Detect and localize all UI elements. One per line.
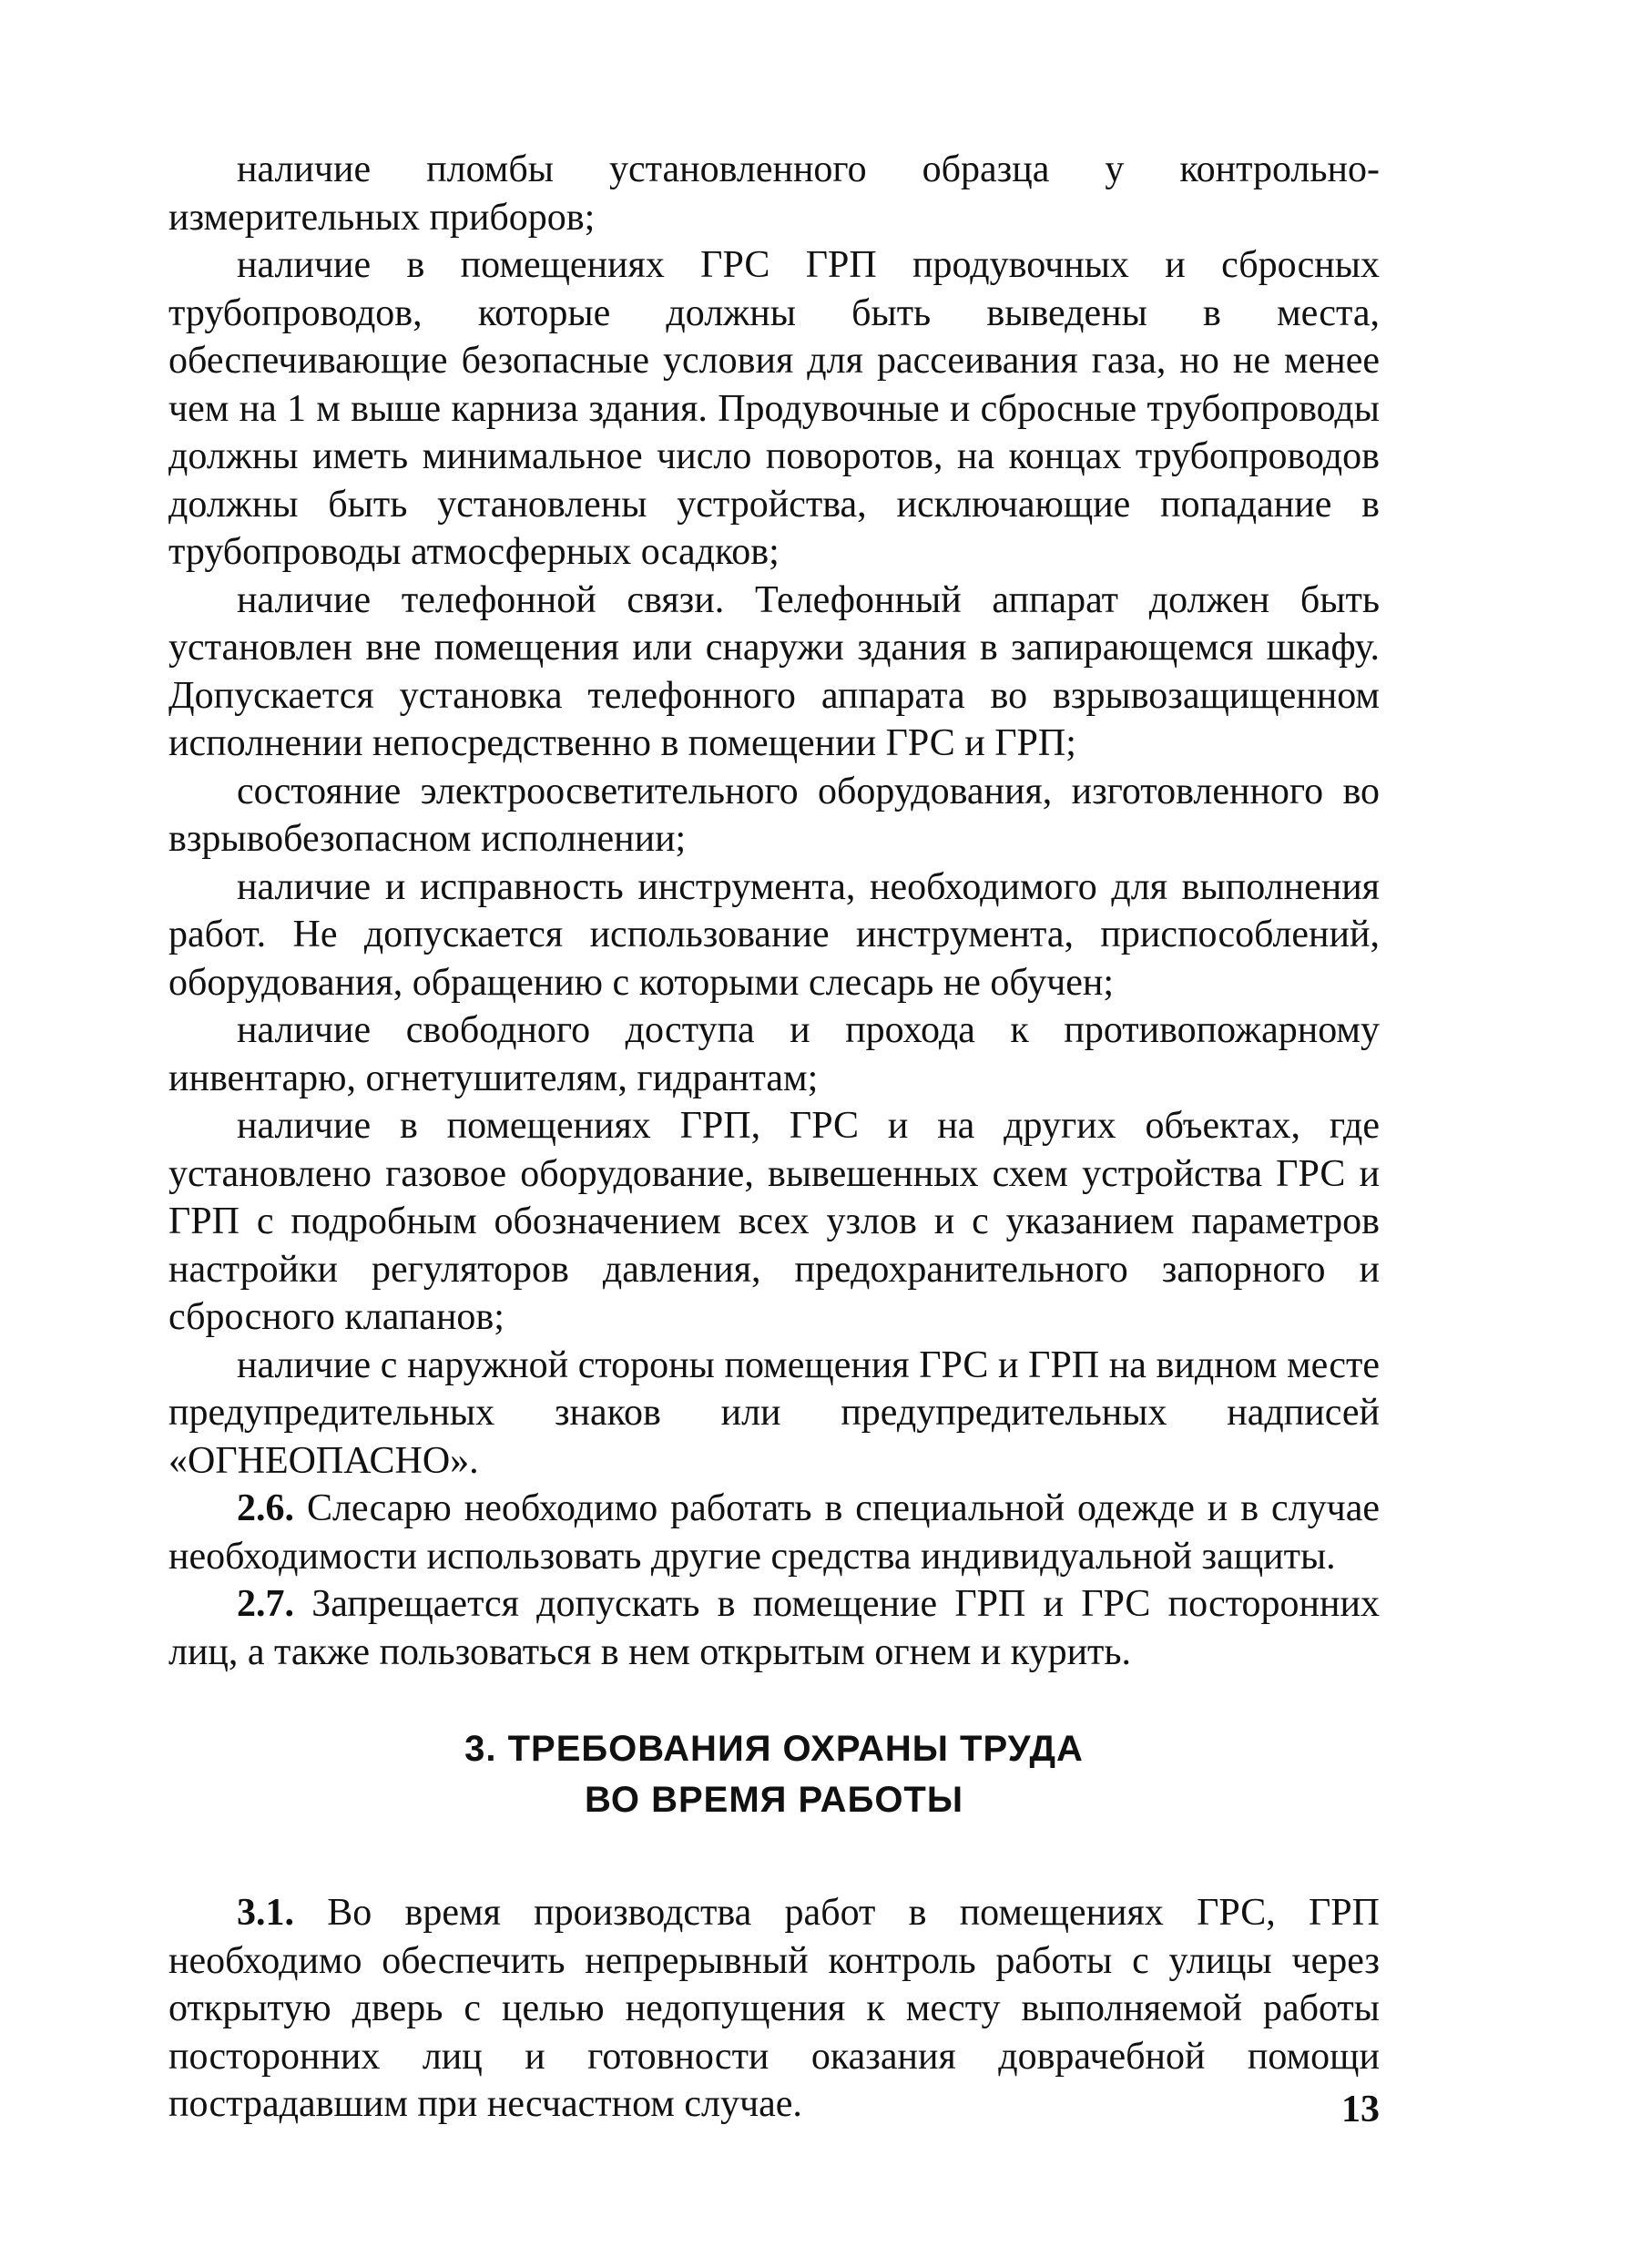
- paragraph: [168, 146, 1380, 241]
- clause-2-6: [168, 1485, 1380, 1580]
- section-heading: [168, 1723, 1380, 1825]
- paragraph: [168, 241, 1380, 577]
- paragraph-text: наличие в помещениях ГРП, ГРС и на других объектах, где установлено газовое оборудование, вывешенных схем устройства ГРС и ГРП с подробным обозначением всех узлов и с указанием параметров настройки регуляторов давления, предохранительного запорного и сбросного клапанов;: [168, 1105, 1380, 1338]
- paragraph-text: наличие с наружной стороны помещения ГРС и ГРП на видном месте предупредительных знаков или предупредительных надписей «ОГНЕОПАСНО».: [168, 1343, 1380, 1482]
- clause-text: Во время производства работ в помещениях ГРС, ГРП необходимо обеспечить непрерывный контроль работы с улицы через открытую дверь с целью недопущения к месту выполняемой работы посторонних лиц и готовности оказания доврачебной помощи пострадавшим при несчастном случае.: [168, 1892, 1380, 2125]
- paragraph: [168, 1006, 1380, 1102]
- section-2-continuation: [168, 146, 1380, 1676]
- page-number: 13: [1341, 2089, 1380, 2130]
- paragraph-text: наличие пломбы установленного образца у контрольно-измерительных приборов;: [168, 148, 1380, 239]
- paragraph-text: состояние электроосветительного оборудования, изготовленного во взрывобезопасном исполнении;: [168, 770, 1380, 860]
- document-page: [168, 146, 1380, 2195]
- section-3: [168, 1889, 1380, 2129]
- paragraph: [168, 768, 1380, 863]
- clause-3-1: [168, 1889, 1380, 2129]
- clause-number: 2.7.: [237, 1583, 294, 1625]
- clause-2-7: [168, 1580, 1380, 1676]
- paragraph-text: наличие и исправность инструмента, необходимого для выполнения работ. Не допускается использование инструмента, приспособлений, оборудования, обращению с которыми слесарь не обучен;: [168, 865, 1380, 1004]
- clause-number: 2.6.: [237, 1487, 294, 1529]
- paragraph-text: наличие свободного доступа и прохода к противопожарному инвентарю, огнетушителям, гидрантам;: [168, 1009, 1380, 1099]
- clause-number: 3.1.: [237, 1892, 294, 1934]
- paragraph-text: наличие телефонной связи. Телефонный аппарат должен быть установлен вне помещения или снаружи здания в запирающемся шкафу. Допускается установка телефонного аппарата во взрывозащищенном исполнении непосредственно в помещении ГРС и ГРП;: [168, 578, 1380, 764]
- section-heading-line-2: ВО ВРЕМЯ РАБОТЫ: [584, 1780, 964, 1820]
- paragraph: [168, 863, 1380, 1007]
- section-heading-line-1: 3. ТРЕБОВАНИЯ ОХРАНЫ ТРУДА: [464, 1729, 1084, 1769]
- paragraph: [168, 1102, 1380, 1342]
- paragraph: [168, 1342, 1380, 1486]
- paragraph: [168, 577, 1380, 768]
- clause-text: Слесарю необходимо работать в специальной одежде и в случае необходимости использовать другие средства индивидуальной защиты.: [168, 1487, 1380, 1578]
- clause-text: Запрещается допускать в помещение ГРП и ГРС посторонних лиц, а также пользоваться в нем открытым огнем и курить.: [168, 1583, 1380, 1673]
- paragraph-text: наличие в помещениях ГРС ГРП продувочных и сбросных трубопроводов, которые должны быть выведены в места, обеспечивающие безопасные условия для рассеивания газа, но не менее чем на 1 м выше карниза здания. Продувочные и сбросные трубопроводы должны иметь минимальное число поворотов, на концах трубопроводов должны быть установлены устройства, исключающие попадание в трубопроводы атмосферных осадков;: [168, 244, 1380, 573]
